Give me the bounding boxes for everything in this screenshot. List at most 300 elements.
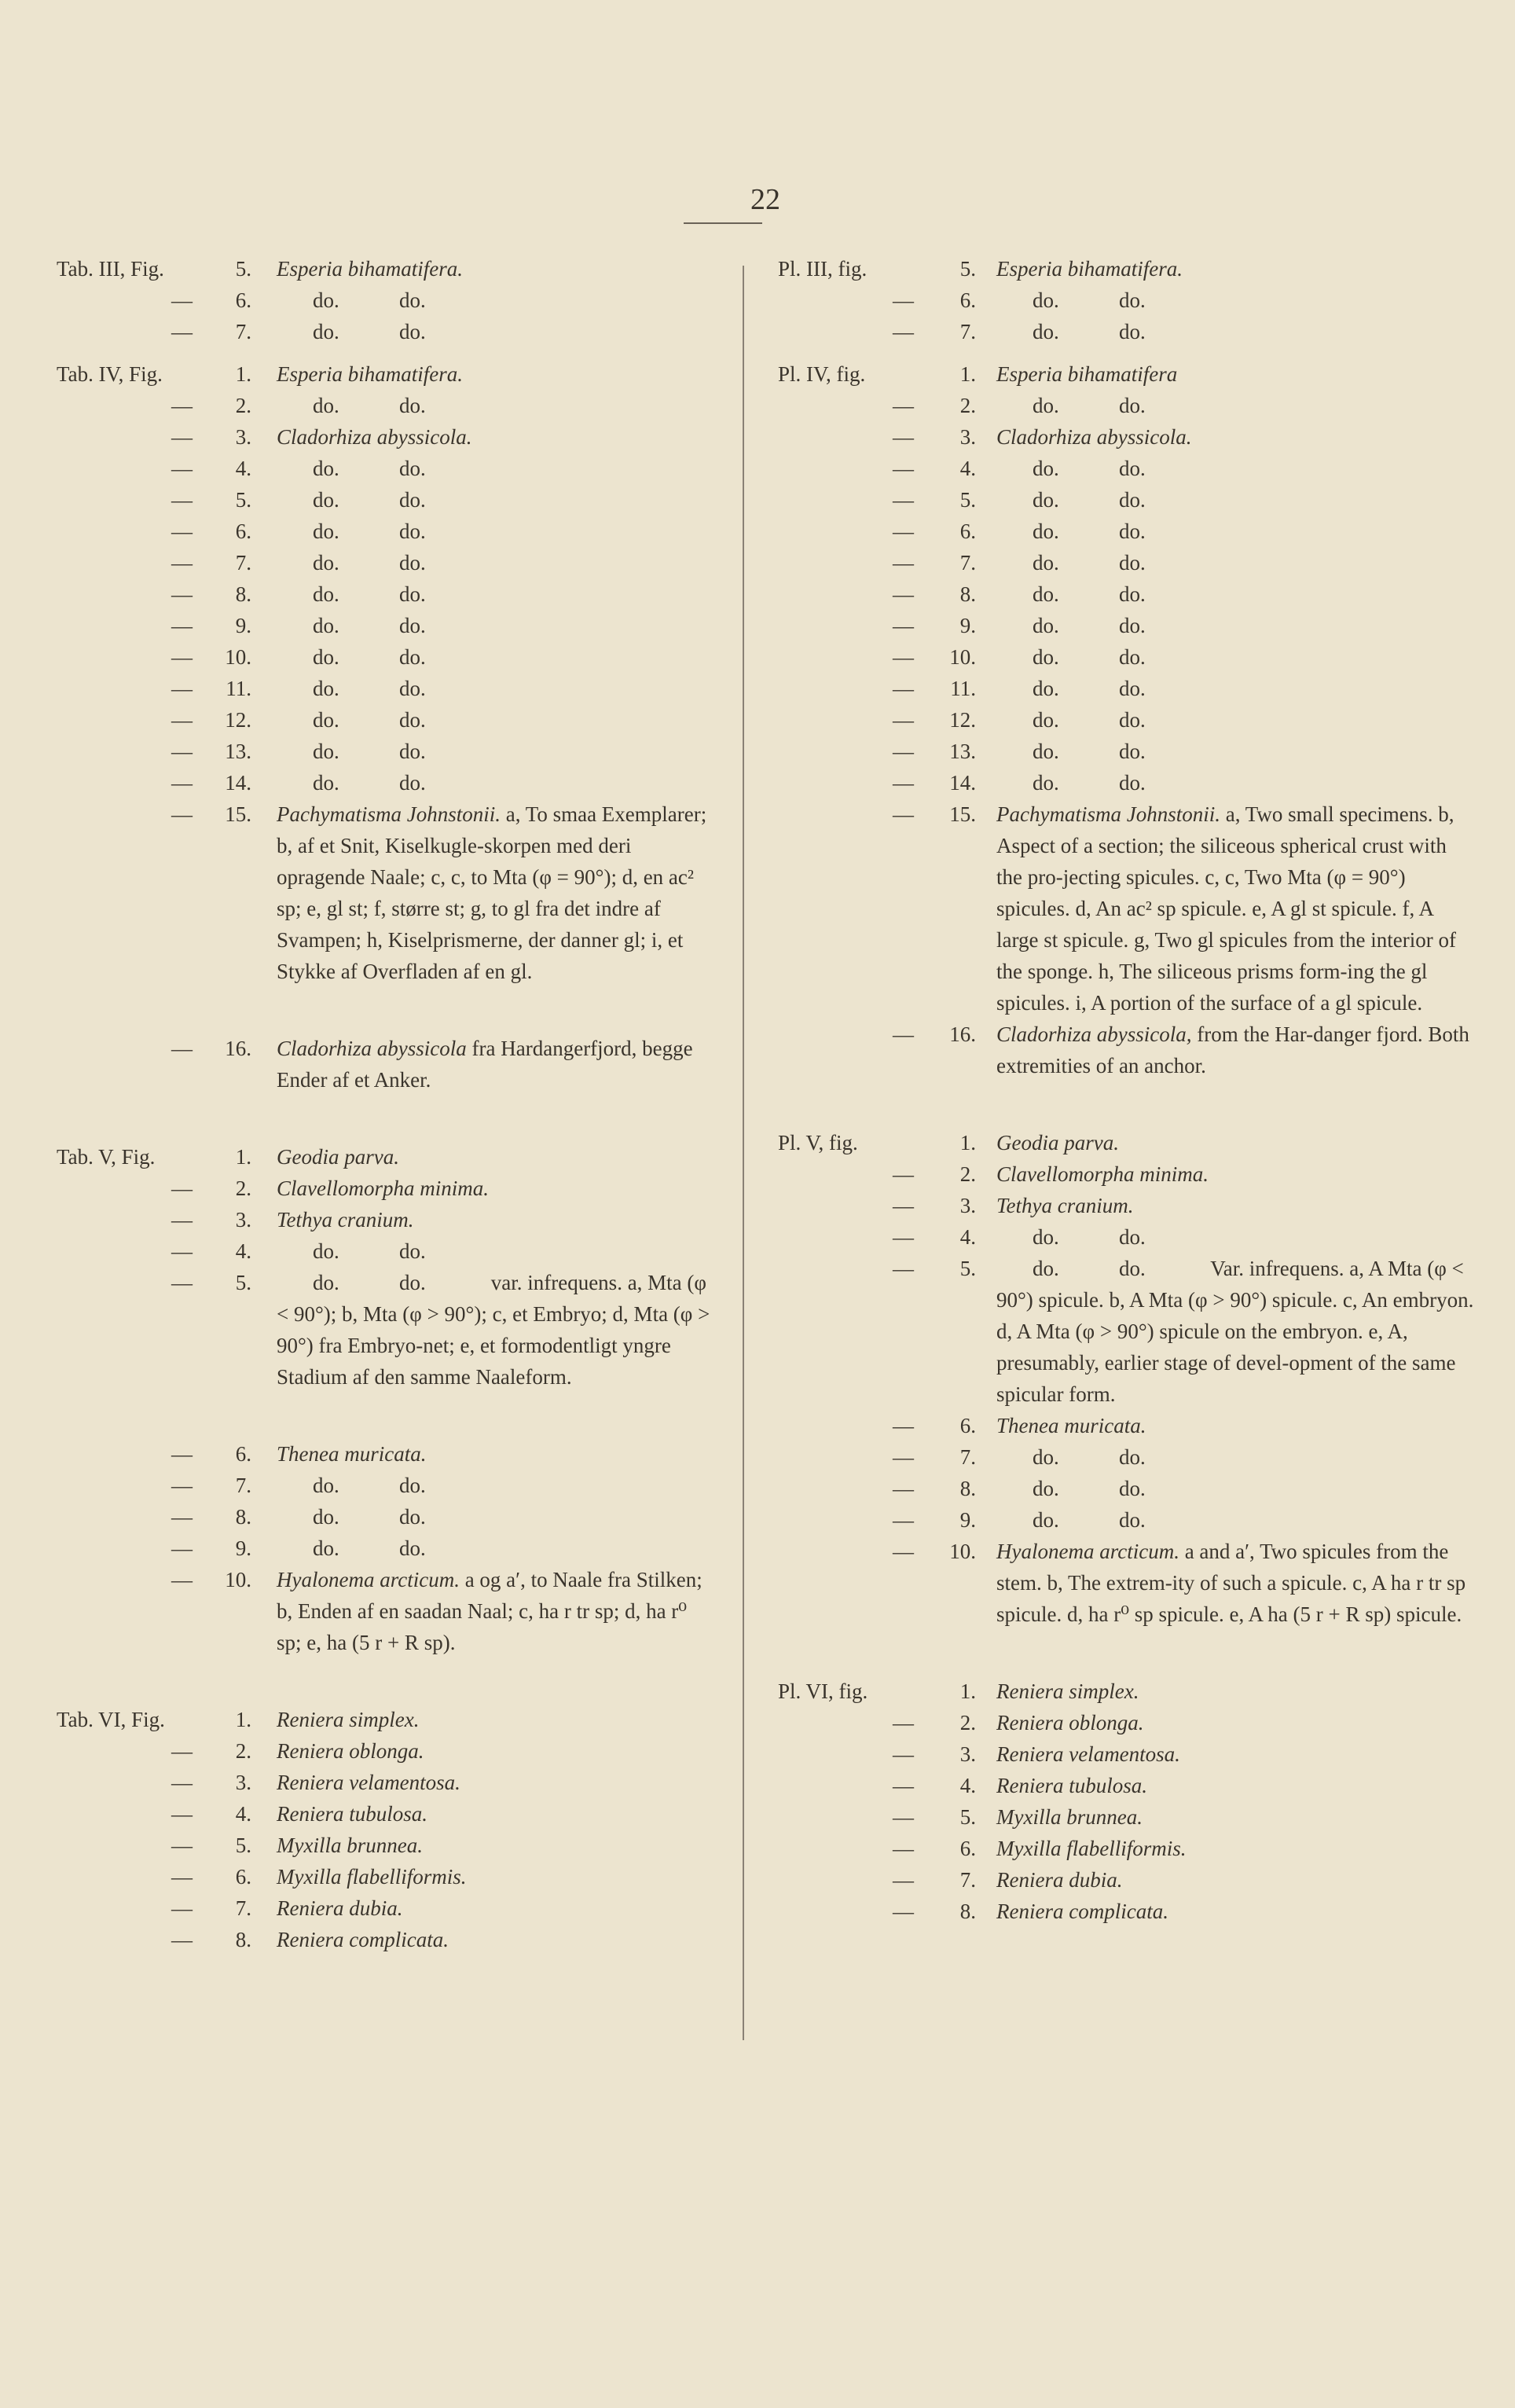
figure-caption-text: Var. infrequens. a, A Mta (φ < 90°) spicule. b, A Mta (φ > 90°) spicule. c, An embryon. d, A Mta (φ > 90°) spicule on the embryon. e, A, presumably, earlier stage of devel-opment of the same spicular form.: [996, 1257, 1474, 1406]
figure-number: 15.: [225, 802, 251, 826]
plate-entry-row: [0, 1501, 739, 1533]
figure-number: 7.: [959, 320, 976, 343]
figure-description: [277, 1735, 717, 1767]
plate-entry-row: [0, 484, 739, 516]
ditto-dash: —: [171, 1176, 193, 1200]
plate-entry-row: [0, 1735, 739, 1767]
ditto-mark: do.: [399, 394, 426, 417]
species-name: Reniera velamentosa.: [277, 1771, 460, 1794]
figure-number: 6.: [959, 1414, 976, 1437]
figure-description: [277, 673, 717, 704]
ditto-mark: do.: [399, 614, 426, 637]
ditto-mark: do.: [399, 488, 426, 512]
ditto-mark: do.: [313, 708, 339, 732]
ditto-dash: —: [893, 425, 914, 449]
figure-description: [277, 316, 717, 347]
species-name: Reniera dubia.: [996, 1868, 1123, 1892]
species-name: Esperia bihamatifera.: [277, 362, 463, 386]
ditto-dash: —: [171, 1474, 193, 1497]
figure-description: [996, 484, 1477, 516]
figure-number: 3.: [959, 1194, 976, 1217]
plate-entry-row: [0, 1235, 739, 1267]
plate-entry-row: [0, 1924, 739, 1955]
ditto-mark: do.: [1033, 394, 1059, 417]
plate-entry-row: [754, 704, 1493, 736]
plate-entry-group: [0, 1141, 739, 1658]
figure-description: [277, 1173, 717, 1204]
figure-number: 7.: [959, 551, 976, 574]
species-name: Myxilla brunnea.: [996, 1805, 1143, 1829]
ditto-mark: do.: [1033, 582, 1059, 606]
ditto-mark: do.: [1119, 488, 1146, 512]
figure-number: 8.: [235, 1505, 251, 1529]
plate-entry-row: [0, 1533, 739, 1564]
figure-number: 4.: [959, 457, 976, 480]
figure-description: [996, 1536, 1477, 1630]
figure-description: [996, 1707, 1477, 1738]
plate-reference: Tab. VI, Fig.: [57, 1708, 165, 1731]
plate-entry-row: [0, 1033, 739, 1096]
ditto-mark: do.: [1119, 1477, 1146, 1500]
ditto-mark: do.: [1119, 1225, 1146, 1249]
plate-entry-row: [0, 736, 739, 767]
figure-number: 8.: [959, 582, 976, 606]
ditto-dash: —: [893, 394, 914, 417]
plate-entry-group: [0, 1704, 739, 1955]
ditto-mark: do.: [399, 582, 426, 606]
ditto-mark: do.: [313, 614, 339, 637]
figure-description: [277, 1892, 717, 1924]
species-name: Thenea muricata.: [277, 1442, 427, 1466]
ditto-dash: —: [893, 519, 914, 543]
figure-description: [996, 390, 1477, 421]
entry-spacer: [0, 1393, 739, 1438]
ditto-mark: do.: [313, 1239, 339, 1263]
plate-entry-row: [754, 253, 1493, 284]
plate-entry-row: [754, 547, 1493, 578]
ditto-dash: —: [893, 1774, 914, 1797]
species-name: Reniera complicata.: [277, 1928, 449, 1951]
ditto-dash: —: [171, 708, 193, 732]
ditto-mark: do.: [1119, 708, 1146, 732]
figure-description: [996, 1504, 1477, 1536]
ditto-mark: do.: [313, 288, 339, 312]
ditto-dash: —: [171, 771, 193, 795]
figure-number: 10.: [949, 1540, 976, 1563]
plate-entry-row: [754, 1253, 1493, 1410]
figure-description: [277, 1501, 717, 1533]
ditto-dash: —: [893, 1742, 914, 1766]
figure-description: [996, 578, 1477, 610]
species-name: Esperia bihamatifera.: [996, 257, 1183, 281]
figure-description: [996, 1253, 1477, 1410]
species-name: Geodia parva.: [996, 1131, 1119, 1154]
species-name: Pachymatisma Johnstonii.: [996, 802, 1220, 826]
species-name: Reniera simplex.: [277, 1708, 420, 1731]
figure-number: 10.: [949, 645, 976, 669]
plate-entry-row: [754, 1833, 1493, 1864]
ditto-dash: —: [893, 1508, 914, 1532]
plate-reference: Pl. VI, fig.: [778, 1679, 868, 1703]
plate-entry-row: [754, 798, 1493, 1019]
ditto-mark: do.: [399, 645, 426, 669]
figure-description: [996, 1896, 1477, 1927]
ditto-dash: —: [893, 1868, 914, 1892]
figure-description: [996, 1676, 1477, 1707]
ditto-dash: —: [893, 1805, 914, 1829]
plate-reference: Tab. III, Fig.: [57, 257, 164, 281]
page-number: 22: [750, 183, 780, 216]
figure-number: 2.: [235, 1176, 251, 1200]
ditto-mark: do.: [313, 1505, 339, 1529]
species-name: Pachymatisma Johnstonii.: [277, 802, 501, 826]
figure-description: [996, 1410, 1477, 1441]
plate-entry-row: [0, 673, 739, 704]
figure-number: 5.: [959, 488, 976, 512]
species-name: Reniera tubulosa.: [996, 1774, 1147, 1797]
species-name: Hyalonema arcticum.: [277, 1568, 460, 1591]
ditto-mark: do.: [399, 457, 426, 480]
ditto-dash: —: [171, 1568, 193, 1591]
figure-description: [996, 1833, 1477, 1864]
plate-entry-row: [0, 1470, 739, 1501]
figure-number: 4.: [235, 1802, 251, 1826]
figure-description: [277, 641, 717, 673]
ditto-dash: —: [171, 645, 193, 669]
figure-number: 1.: [235, 362, 251, 386]
ditto-dash: —: [893, 1162, 914, 1186]
ditto-mark: do.: [1119, 288, 1146, 312]
ditto-mark: do.: [313, 457, 339, 480]
ditto-mark: do.: [1033, 1445, 1059, 1469]
plate-entry-row: [754, 736, 1493, 767]
figure-number: 4.: [235, 457, 251, 480]
species-name: Tethya cranium.: [277, 1208, 414, 1232]
plate-entry-row: [0, 390, 739, 421]
plate-entry-row: [754, 673, 1493, 704]
ditto-dash: —: [171, 1802, 193, 1826]
plate-reference: Tab. IV, Fig.: [57, 362, 163, 386]
figure-number: 3.: [235, 1771, 251, 1794]
species-name: Myxilla flabelliformis.: [996, 1837, 1187, 1860]
figure-number: 2.: [235, 394, 251, 417]
species-name: Cladorhiza abyssicola,: [996, 1022, 1192, 1046]
ditto-dash: —: [893, 677, 914, 700]
species-name: Thenea muricata.: [996, 1414, 1146, 1437]
ditto-dash: —: [893, 288, 914, 312]
ditto-mark: do.: [313, 551, 339, 574]
figure-description: [277, 1564, 717, 1658]
figure-description: [277, 1033, 717, 1096]
figure-description: [996, 1864, 1477, 1896]
figure-number: 7.: [959, 1445, 976, 1469]
figure-description: [277, 1235, 717, 1267]
figure-description: [996, 1019, 1477, 1081]
ditto-mark: do.: [399, 551, 426, 574]
species-name: Reniera dubia.: [277, 1896, 403, 1920]
plate-entry-row: [0, 1798, 739, 1830]
figure-description: [996, 453, 1477, 484]
plate-entry-row: [754, 1896, 1493, 1927]
ditto-dash: —: [893, 708, 914, 732]
figure-number: 6.: [959, 519, 976, 543]
ditto-dash: —: [171, 551, 193, 574]
figure-number: 5.: [959, 1805, 976, 1829]
plate-entry-row: [754, 421, 1493, 453]
ditto-dash: —: [893, 582, 914, 606]
figure-description: [277, 1830, 717, 1861]
ditto-dash: —: [893, 457, 914, 480]
figure-number: 5.: [235, 488, 251, 512]
plate-reference: Pl. III, fig.: [778, 257, 868, 281]
plate-entry-row: [0, 316, 739, 347]
ditto-mark: do.: [1033, 1477, 1059, 1500]
plate-entry-row: [754, 484, 1493, 516]
figure-description: [996, 358, 1477, 390]
figure-number: 3.: [959, 425, 976, 449]
ditto-mark: do.: [399, 288, 426, 312]
plate-entry-row: [754, 641, 1493, 673]
figure-number: 9.: [235, 1536, 251, 1560]
ditto-dash: —: [893, 1194, 914, 1217]
figure-number: 14.: [949, 771, 976, 795]
ditto-dash: —: [171, 394, 193, 417]
ditto-mark: do.: [399, 519, 426, 543]
ditto-dash: —: [171, 1208, 193, 1232]
plate-entry-row: [0, 1438, 739, 1470]
ditto-mark: do.: [313, 645, 339, 669]
ditto-mark: do.: [1119, 320, 1146, 343]
plate-entry-row: [0, 1267, 739, 1393]
ditto-mark: do.: [313, 1536, 339, 1560]
ditto-dash: —: [171, 582, 193, 606]
plate-entry-group: [0, 358, 739, 1096]
figure-caption-text: from the Har-danger fjord. Both extremities of an anchor.: [996, 1022, 1469, 1077]
plate-entry-row: [0, 1830, 739, 1861]
figure-description: [996, 547, 1477, 578]
figure-number: 8.: [235, 1928, 251, 1951]
figure-description: [996, 253, 1477, 284]
figure-description: [277, 484, 717, 516]
ditto-mark: do.: [1033, 1225, 1059, 1249]
figure-number: 12.: [949, 708, 976, 732]
plate-entry-row: [754, 1536, 1493, 1630]
figure-number: 4.: [959, 1225, 976, 1249]
ditto-mark: do.: [399, 1474, 426, 1497]
ditto-dash: —: [893, 614, 914, 637]
species-name: Reniera simplex.: [996, 1679, 1139, 1703]
figure-number: 8.: [959, 1900, 976, 1923]
figure-number: 6.: [959, 1837, 976, 1860]
species-name: Reniera tubulosa.: [277, 1802, 427, 1826]
ditto-mark: do.: [1119, 1445, 1146, 1469]
ditto-mark: do.: [313, 394, 339, 417]
ditto-mark: do.: [1119, 740, 1146, 763]
figure-number: 16.: [225, 1037, 251, 1060]
plate-entry-row: [754, 1410, 1493, 1441]
ditto-mark: do.: [1033, 519, 1059, 543]
plate-entry-row: [0, 1173, 739, 1204]
ditto-dash: —: [171, 1739, 193, 1763]
plate-entry-row: [754, 1504, 1493, 1536]
figure-number: 13.: [225, 740, 251, 763]
ditto-mark: do.: [1119, 551, 1146, 574]
entry-spacer: [0, 987, 739, 1033]
figure-description: [277, 1141, 717, 1173]
page-number-rule: [684, 222, 762, 224]
figure-number: 9.: [959, 1508, 976, 1532]
plate-entry-row: [0, 578, 739, 610]
ditto-mark: do.: [1119, 394, 1146, 417]
ditto-mark: do.: [1119, 519, 1146, 543]
ditto-dash: —: [893, 740, 914, 763]
ditto-mark: do.: [1033, 488, 1059, 512]
figure-number: 3.: [235, 425, 251, 449]
plate-entry-row: [0, 1767, 739, 1798]
figure-number: 8.: [959, 1477, 976, 1500]
figure-description: [996, 1221, 1477, 1253]
figure-description: [996, 1473, 1477, 1504]
figure-description: [277, 1204, 717, 1235]
ditto-dash: —: [893, 1225, 914, 1249]
figure-caption-text: a, To smaa Exemplarer; b, af et Snit, Kiselkugle-skorpen med deri opragende Naale; c, c, to Mta (φ = 90°); d, en ac² sp; e, gl st; f, større st; g, to gl fra det indre af Svampen; h, Kiselprismerne, der danner gl; i, et Stykke af Overfladen af en gl.: [277, 802, 707, 983]
species-name: Geodia parva.: [277, 1145, 399, 1169]
figure-number: 7.: [235, 551, 251, 574]
plate-entry-row: [754, 1801, 1493, 1833]
plate-reference: Tab. V, Fig.: [57, 1145, 156, 1169]
ditto-mark: do.: [313, 519, 339, 543]
ditto-dash: —: [893, 551, 914, 574]
english-plate-index-column: [754, 253, 1493, 1927]
figure-description: [277, 1267, 717, 1393]
ditto-mark: do.: [399, 740, 426, 763]
figure-description: [996, 798, 1477, 1019]
figure-description: [277, 767, 717, 798]
plate-entry-row: [0, 1892, 739, 1924]
species-name: Reniera velamentosa.: [996, 1742, 1180, 1766]
ditto-dash: —: [893, 802, 914, 826]
figure-number: 5.: [959, 1257, 976, 1280]
plate-entry-row: [754, 1770, 1493, 1801]
ditto-mark: do.: [399, 1271, 426, 1294]
figure-description: [996, 704, 1477, 736]
figure-description: [277, 1533, 717, 1564]
species-name: Cladorhiza abyssicola.: [277, 425, 472, 449]
plate-entry-row: [754, 358, 1493, 390]
plate-entry-row: [0, 1564, 739, 1658]
plate-entry-row: [754, 1473, 1493, 1504]
plate-entry-row: [754, 1019, 1493, 1081]
figure-caption-text: a and a′, Two spicules from the stem. b, The extrem-ity of such a spicule. c, A ha r tr sp spicule. d, ha r⁰ sp spicule. e, A ha (5 r + R sp) spicule.: [996, 1540, 1466, 1626]
ditto-dash: —: [893, 1711, 914, 1734]
plate-reference: Pl. IV, fig.: [778, 362, 866, 386]
plate-entry-row: [0, 253, 739, 284]
plate-entry-row: [0, 421, 739, 453]
ditto-mark: do.: [1119, 677, 1146, 700]
plate-entry-row: [754, 610, 1493, 641]
figure-caption-text: fra Hardangerfjord, begge Ender af et Anker.: [277, 1037, 693, 1092]
figure-description: [277, 1924, 717, 1955]
figure-number: 15.: [949, 802, 976, 826]
ditto-dash: —: [171, 425, 193, 449]
ditto-dash: —: [171, 677, 193, 700]
ditto-dash: —: [893, 320, 914, 343]
ditto-dash: —: [171, 614, 193, 637]
plate-entry-group: [754, 358, 1493, 1081]
plate-entry-row: [754, 578, 1493, 610]
ditto-dash: —: [171, 1928, 193, 1951]
plate-entry-row: [0, 453, 739, 484]
figure-number: 9.: [235, 614, 251, 637]
figure-number: 6.: [959, 288, 976, 312]
species-name: Myxilla brunnea.: [277, 1834, 423, 1857]
ditto-mark: do.: [399, 708, 426, 732]
figure-number: 1.: [959, 1131, 976, 1154]
plate-entry-row: [0, 798, 739, 987]
ditto-mark: do.: [399, 320, 426, 343]
plate-entry-group: [0, 253, 739, 347]
norwegian-plate-index-column: [0, 253, 739, 1955]
figure-description: [277, 736, 717, 767]
figure-number: 7.: [959, 1868, 976, 1892]
ditto-dash: —: [893, 1445, 914, 1469]
ditto-mark: do.: [313, 771, 339, 795]
ditto-mark: do.: [1033, 1508, 1059, 1532]
figure-caption-text: var. infrequens. a, Mta (φ < 90°); b, Mta (φ > 90°); c, et Embryo; d, Mta (φ > 90°) fra Embryo-net; e, et formodentligt yngre Stadium af den samme Naaleform.: [277, 1271, 710, 1389]
species-name: Cladorhiza abyssicola: [277, 1037, 467, 1060]
ditto-dash: —: [893, 1837, 914, 1860]
ditto-dash: —: [171, 1239, 193, 1263]
plate-entry-row: [0, 1141, 739, 1173]
ditto-dash: —: [893, 645, 914, 669]
ditto-dash: —: [171, 1865, 193, 1889]
figure-number: 16.: [949, 1022, 976, 1046]
ditto-dash: —: [171, 1037, 193, 1060]
figure-description: [996, 610, 1477, 641]
plate-entry-row: [0, 1861, 739, 1892]
ditto-mark: do.: [313, 488, 339, 512]
ditto-mark: do.: [1033, 551, 1059, 574]
ditto-dash: —: [893, 488, 914, 512]
species-name: Reniera complicata.: [996, 1900, 1168, 1923]
plate-entry-row: [754, 1707, 1493, 1738]
ditto-mark: do.: [313, 740, 339, 763]
figure-number: 5.: [235, 1834, 251, 1857]
figure-number: 6.: [235, 1442, 251, 1466]
figure-number: 2.: [235, 1739, 251, 1763]
figure-number: 6.: [235, 519, 251, 543]
ditto-dash: —: [171, 457, 193, 480]
figure-number: 12.: [225, 708, 251, 732]
ditto-mark: do.: [1033, 320, 1059, 343]
figure-number: 10.: [225, 645, 251, 669]
figure-number: 1.: [235, 1145, 251, 1169]
ditto-dash: —: [171, 1442, 193, 1466]
figure-description: [277, 798, 717, 987]
ditto-mark: do.: [1119, 771, 1146, 795]
figure-number: 1.: [959, 362, 976, 386]
figure-description: [996, 1190, 1477, 1221]
plate-entry-row: [754, 453, 1493, 484]
ditto-mark: do.: [1119, 614, 1146, 637]
ditto-mark: do.: [1033, 708, 1059, 732]
plate-entry-row: [0, 767, 739, 798]
figure-description: [996, 1738, 1477, 1770]
plate-reference: Pl. V, fig.: [778, 1131, 858, 1154]
figure-number: 6.: [235, 288, 251, 312]
plate-entry-row: [754, 1441, 1493, 1473]
plate-entry-row: [754, 1127, 1493, 1158]
